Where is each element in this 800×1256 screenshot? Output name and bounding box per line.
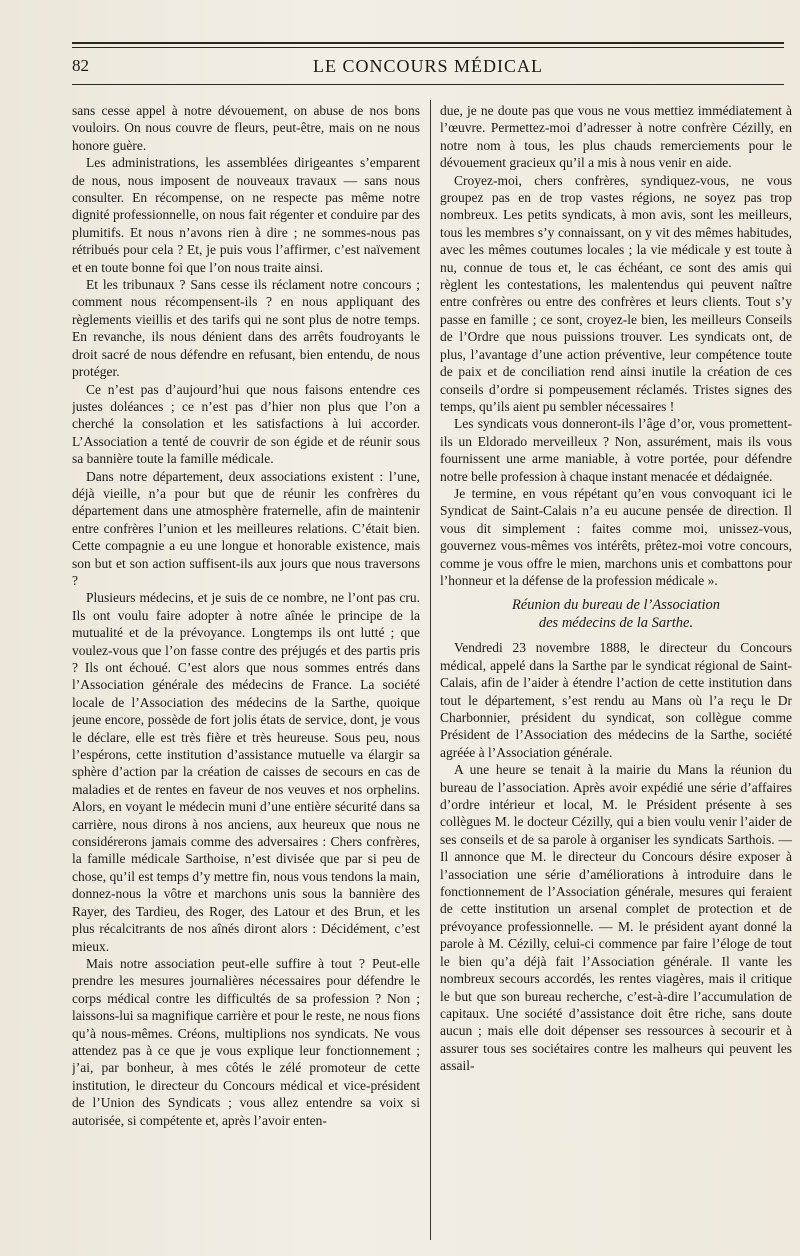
left-column [72, 102, 420, 1247]
journal-title: LE CONCOURS MÉDICAL [312, 56, 543, 76]
paragraph: Dans notre département, deux associations existent : l’une, déjà vieille, n’a pour but que de réunir les confrères du département dans une atmosphère fraternelle, afin de maintenir entre confrères l’union et les meilleures relations. C’était bien. Cette compagnie a eu une longue et honorable existence, mais son but et son action suffisent-ils aux jours que nous traversons ? [72, 468, 420, 588]
paragraph: Plusieurs médecins, et je suis de ce nombre, ne l’ont pas cru. Ils ont voulu faire adopter à notre aînée le principe de la mutualité et de la prévoyance. Longtemps ils ont lutté ; que voulez-vous que l’on fasse contre des préjugés et des partis pris ? Ils ont échoué. C’est alors que nous sommes entrés dans l’Association générale des médecins de France. La société locale de l’Association des médecins de la Sarthe, quoique jeune encore, possède de fort jolis états de service, dont, je vous le déclare, elle est très fière et très heureuse. Sous peu, nous l’espérons, cette institution d’assistance mutuelle va élargir sa sphère d’action par la création de caisses de secours en cas de maladies et de rentes en faveur de nos veuves et nos orphelins. Alors, en voyant le médecin muni d’une entière sécurité dans sa carrière, nous dirons à nos anciens, aux heureux que nous ne considérerons jamais comme des adversaires : Chers confrères, la famille médicale Sarthoise, n’est divisée que par si peu de chose, qu’il est temps d’y mettre fin, nous vous tendons la main, donnez-nous la vôtre et marchons unis sous la bannière des Rayer, des Tardieu, des Roger, des Latour et des Brun, et les plus récalcitrants de nos aînés diront alors : Décidément, c’est mieux. [72, 590, 420, 954]
paragraph: A une heure se tenait à la mairie du Mans la réunion du bureau de l’association. Après avoir expédié une série d’affaires d’ordre intérieur et local, M. le Président présente à ses collègues M. le docteur Cézilly, qui a bien voulu venir l’aider de ses conseils et de sa parole à organiser les syndicats Sarthois. — Il annonce que M. le directeur du Concours désire exposer à l’association une série d’améliorations à introduire dans le fonctionnement de l’Association générale, mesures qui feraient de cette institution un arsenal complet de protection et de prévoyance professionnelle. — M. le président ayant donné la parole à M. Cézilly, celui-ci commence par faire l’éloge de tout le bien qu’a déjà fait l’Association générale. Il vante les nombreux secours accordés, les rentes viagères, mais il critique le but que son bureau recherche, c’est-à-dire l’accumulation de capitaux. Une société d’assistance doit être riche, sans doute aucun ; mais elle doit dépenser ses ressources à secourir et à assurer tous ses sociétaires contre les malheurs qui peuvent les assail- [440, 762, 792, 1074]
paragraph: Mais notre association peut-elle suffire à tout ? Peut-elle prendre les mesures journalières nécessaires pour défendre le corps médical contre les difficultés de sa profession ? Non ; laissons-lui sa magnifique carrière et pour le reste, ne nous fions qu’à nous-mêmes. Créons, multiplions nos syndicats. Ne vous attendez pas à ce que je vous explique leur fonctionnement ; j’ai, par bonheur, à mes côtés le zélé promoteur de cette institution, le directeur du Concours médical et vice-président de l’Union des Syndicats ; vous allez entendre sa voix si autorisée, si compétente et, après l’avoir enten- [72, 955, 420, 1128]
paragraph: Je termine, en vous répétant qu’en vous convoquant ici le Syndicat de Saint-Calais n’a eu aucune pensée de direction. Il vous dit simplement : faites comme moi, unissez-vous, gouvernez vous-mêmes vos intérêts, prêtez-moi votre concours, comme je vous offre le mien, marchons unis et combattons pour l’honneur et la défense de la profession médicale ». [440, 485, 792, 588]
paragraph: Et les tribunaux ? Sans cesse ils réclament notre concours ; comment nous récompensent-ils ? en nous appliquant des règlements vieillis et des tarifs qui ne sont plus de notre temps. En revanche, ils nous dénient dans des arrêts foudroyants le droit sacré de nous défendre en refusant, bien entendu, de nous protéger. [72, 277, 420, 380]
header-rule [72, 84, 784, 85]
page-number: 82 [72, 56, 89, 75]
paragraph: Les syndicats vous donneront-ils l’âge d’or, vous promettent-ils un Eldorado merveilleux ? Non, assurément, mais ils vous fournissent une arme maniable, à votre portée, pour défendre notre belle profession à chaque instant menacée et dédaignée. [440, 416, 792, 484]
paragraph: sans cesse appel à notre dévouement, on abuse de nos bons vouloirs. On nous couvre de fleurs, peut-être, mais on ne nous honore guère. [72, 103, 420, 153]
paragraph: due, je ne doute pas que vous ne vous mettiez immédiatement à l’œuvre. Permettez-moi d’adresser à notre confrère Cézilly, en notre nom à tous, les plus chauds remerciements pour le dévouement gracieux qu’il a mis à nous venir en aide. [440, 103, 792, 171]
right-column [440, 102, 792, 1247]
section-heading [440, 596, 792, 632]
top-rule [72, 42, 784, 44]
paragraph: Vendredi 23 novembre 1888, le directeur du Concours médical, appelé dans la Sarthe par le syndicat régional de Saint-Calais, afin de l’aider à étendre l’action de cette institution dans tout le département, s’est rendu au Mans où l’a reçu le Dr Charbonnier, président du syndicat, son collègue comme Président de l’Association des médecins de la Sarthe, société agréée à l’Association générale. [440, 640, 792, 760]
paragraph: Les administrations, les assemblées dirigeantes s’emparent de nous, nous imposent de nouveaux travaux — sans nous consulter. En récompense, on ne respecte pas même notre dignité professionnelle, on nous fait régenter et conduire par des plumitifs. Et nous n’avons rien à dire ; ne sommes-nous pas rétribués pour cela ? Et, je puis vous l’affirmer, c’est naïvement et en toute bonne foi que l’on nous traite ainsi. [72, 155, 420, 275]
paragraph: Croyez-moi, chers confrères, syndiquez-vous, ne vous groupez pas en de trop vastes régions, ne soyez pas trop nombreux. Les petits syndicats, à mon avis, sont les meilleurs, tous les membres s’y connaissant, on y vit des mêmes habitudes, avec les mêmes coutumes locales ; la vie médicale y est toute à nu, connue de tous et, le cas échéant, ce sont des amis qui règlent les contestations, les malentendus qui peuvent naître entre confrères ou entre des confrères et leurs clients. Tout s’y passe en famille ; ce sont, croyez-le bien, les meilleurs Conseils de l’Ordre que nous puissions trouver. Les syndicats ont, de plus, l’avantage d’une action préventive, leur compétence toute de paix et de conciliation rend ainsi inutile la création de ces conseils d’ordre si pompeusement réclamés. Tristes signes des temps, qu’ils aient pu sembler nécessaires ! [440, 172, 792, 414]
paragraph: Ce n’est pas d’aujourd’hui que nous faisons entendre ces justes doléances ; ce n’est pas d’hier non plus que l’on a cherché la consolation et les satisfactions à lui accorder. L’Association a tenté de couvrir de son égide et de réunir sous sa bannière toute la famille médicale. [72, 381, 420, 467]
column-divider [430, 100, 431, 1240]
section-heading-line: Réunion du bureau de l’Association [511, 597, 721, 614]
top-rule-thin [72, 47, 784, 48]
section-heading-line: des médecins de la Sarthe. [538, 615, 694, 632]
page-header [72, 54, 784, 80]
